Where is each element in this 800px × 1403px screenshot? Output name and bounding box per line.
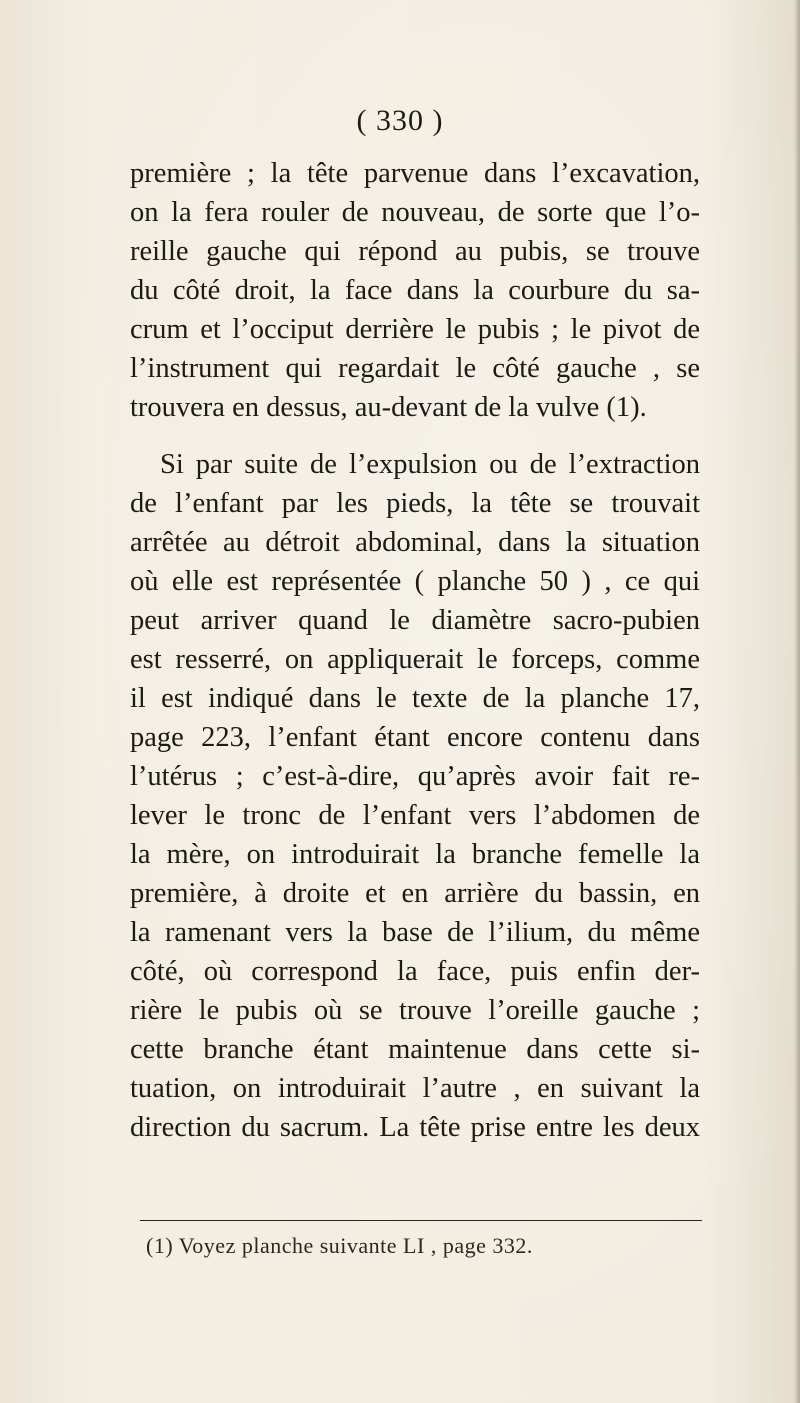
text-line: lever le tronc de l’enfant vers l’abdomen de — [130, 800, 700, 831]
text-line: page 223, l’enfant étant encore contenu dans — [130, 722, 700, 753]
text-line: où elle est représentée ( planche 50 ) , ce qui — [130, 566, 700, 597]
text-line: l’instrument qui regardait le côté gauche , se — [130, 353, 700, 384]
text-line: rière le pubis où se trouve l’oreille gauche ; — [130, 995, 700, 1026]
text-line: peut arriver quand le diamètre sacro-pubien — [130, 605, 700, 636]
paragraph-1 — [130, 154, 700, 427]
text-line: l’utérus ; c’est-à-dire, qu’après avoir fait re- — [130, 761, 700, 792]
text-line: Si par suite de l’expulsion ou de l’extraction — [160, 449, 700, 480]
body-text — [130, 154, 700, 1147]
text-line: première, à droite et en arrière du bassin, en — [130, 878, 700, 909]
text-line: cette branche étant maintenue dans cette si- — [130, 1034, 700, 1065]
text-line: tuation, on introduirait l’autre , en suivant la — [130, 1073, 700, 1104]
page-number: ( 330 ) — [356, 104, 444, 137]
text-line: la mère, on introduirait la branche femelle la — [130, 839, 700, 870]
text-line: arrêtée au détroit abdominal, dans la situation — [130, 527, 700, 558]
text-line: est resserré, on appliquerait le forceps, comme — [130, 644, 700, 675]
text-line: première ; la tête parvenue dans l’excavation, — [130, 158, 700, 189]
page-spine-shadow — [794, 0, 800, 1403]
paragraph-2 — [130, 445, 700, 1147]
text-line: trouvera en dessus, au-devant de la vulve (1). — [130, 392, 647, 423]
text-line: reille gauche qui répond au pubis, se trouve — [130, 236, 700, 267]
text-line: côté, où correspond la face, puis enfin der- — [130, 956, 700, 987]
text-line: il est indiqué dans le texte de la planche 17, — [130, 683, 700, 714]
footnote-rule — [140, 1220, 702, 1221]
text-line: crum et l’occiput derrière le pubis ; le pivot de — [130, 314, 700, 345]
text-line: on la fera rouler de nouveau, de sorte que l’o- — [130, 197, 700, 228]
footnote: (1) Voyez planche suivante LI , page 332. — [146, 1233, 533, 1258]
text-line: de l’enfant par les pieds, la tête se trouvait — [130, 488, 700, 519]
text-line: la ramenant vers la base de l’ilium, du même — [130, 917, 700, 948]
paragraph-gap — [130, 427, 700, 445]
text-line: direction du sacrum. La tête prise entre les deux — [130, 1112, 700, 1143]
text-line: du côté droit, la face dans la courbure du sa- — [130, 275, 700, 306]
